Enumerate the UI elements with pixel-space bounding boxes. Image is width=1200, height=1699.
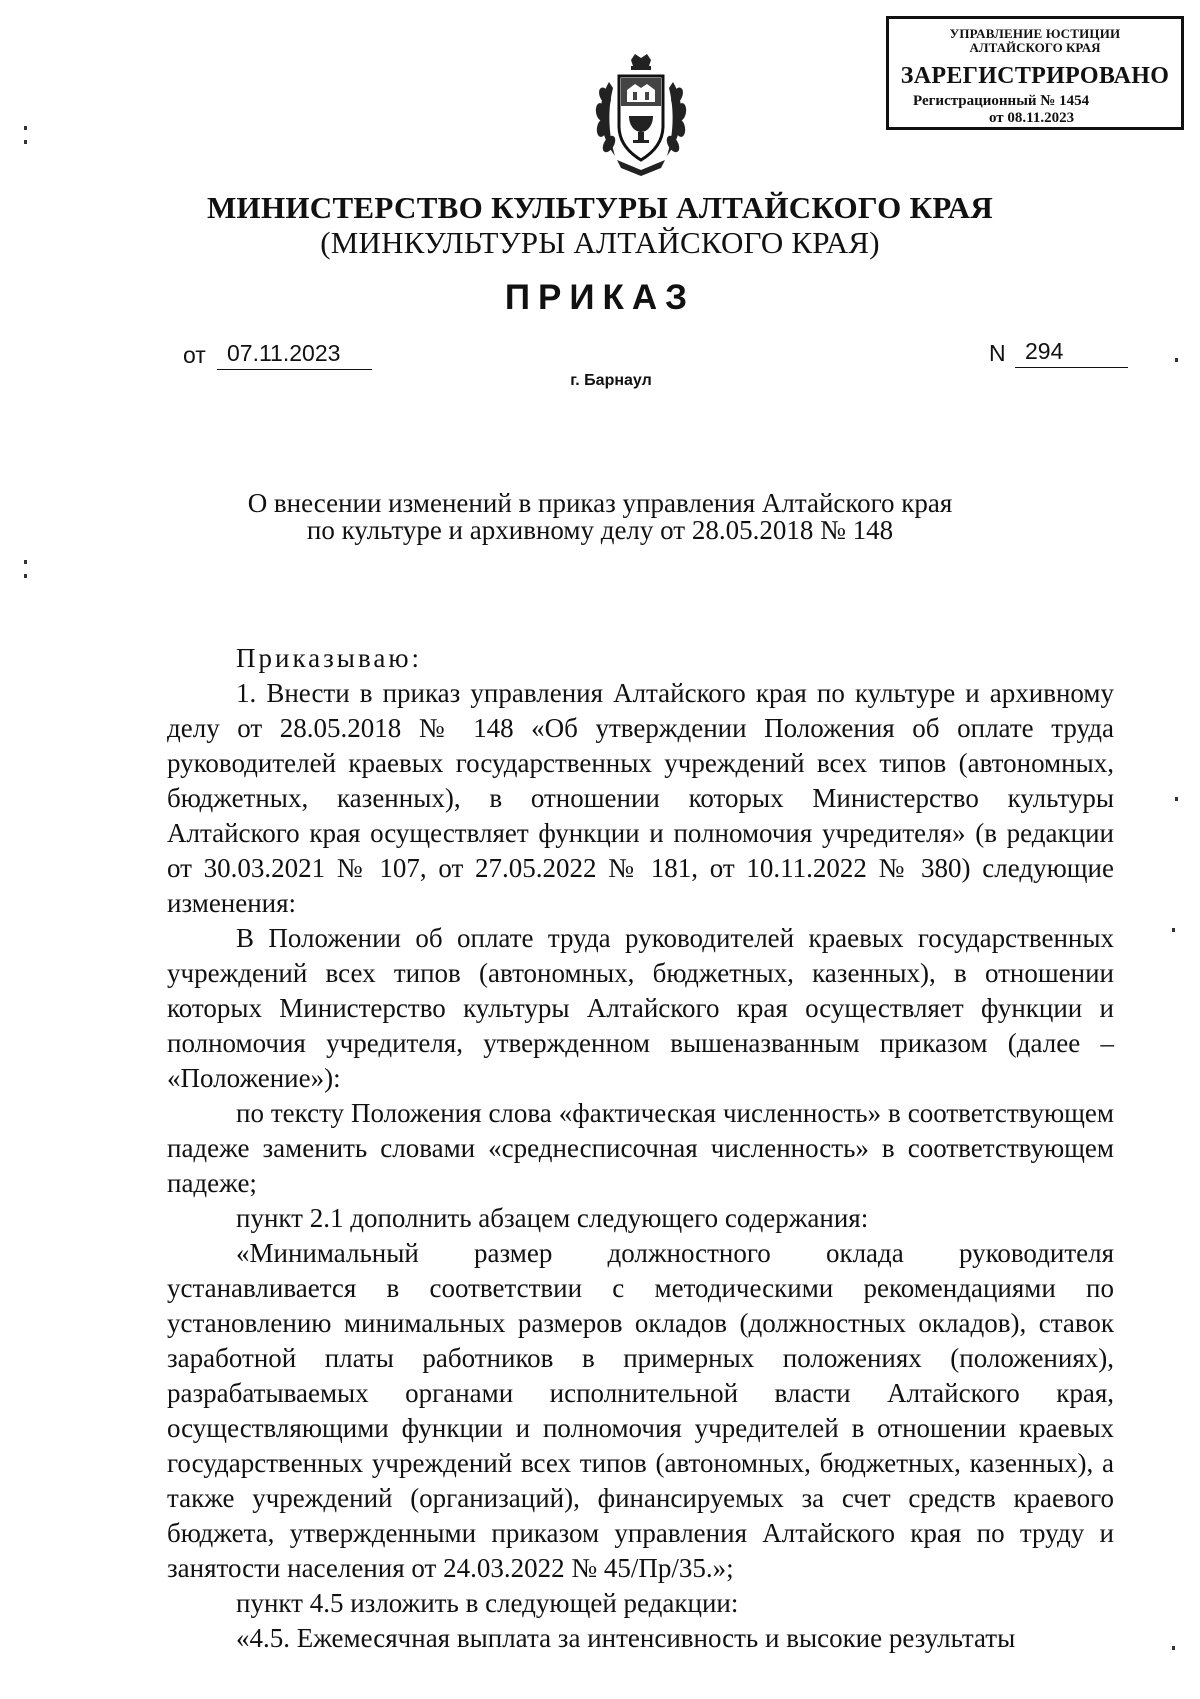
scan-mark: [1172, 1646, 1175, 1650]
scan-mark: [24, 560, 27, 564]
number-label: N: [989, 340, 1006, 366]
scan-mark: [24, 126, 27, 130]
ministry-name: МИНИСТЕРСТВО КУЛЬТУРЫ АЛТАЙСКОГО КРАЯ: [206, 190, 994, 225]
body-paragraph: 1. Внести в приказ управления Алтайского края по культуре и архивному делу от 28.05.2018 № 148 «Об утверждении Положения об оплате труда руководителей краевых государственных учреждений всех типов (автономных, бюджетных, казенных), в отношении которых Министерство культуры Алтайского края осуществляет функции и полномочия учредителя» (в редакции от 30.03.2021 № 107, от 27.05.2022 № 181, от 10.11.2022 № 380) следующие изменения:: [167, 678, 1114, 918]
scan-mark: [24, 574, 27, 578]
city-name: г. Барнаул: [570, 372, 652, 389]
coat-of-arms-icon: [587, 52, 695, 180]
body-paragraph: пункт 4.5 изложить в следующей редакции:: [236, 1588, 739, 1618]
document-type-title: ПРИКАЗ: [504, 278, 696, 317]
registration-stamp: [886, 16, 1184, 130]
subject-line-1: О внесении изменений в приказ управления Алтайского края: [247, 488, 953, 518]
stamp-registration-date: от 08.11.2023: [989, 110, 1075, 126]
order-subject: [0, 490, 1200, 544]
scan-mark: [1172, 928, 1175, 932]
order-directive: Приказываю:: [236, 643, 422, 673]
body-paragraph: В Положении об оплате труда руководителей краевых государственных учреждений всех типов (автономных, бюджетных, казенных), в отношении которых Министерство культуры Алтайского края осуществляет функции и полномочия учредителя, утвержденном вышеназванным приказом (далее – «Положение»):: [167, 923, 1114, 1093]
scan-mark: [1175, 358, 1178, 362]
stamp-registration-number: Регистрационный № 1454: [913, 93, 1090, 109]
subject-line-2: по культуре и архивному делу от 28.05.2018 № 148: [306, 515, 894, 545]
body-paragraph: пункт 2.1 дополнить абзацем следующего содержания:: [236, 1203, 869, 1233]
body-paragraph: «4.5. Ежемесячная выплата за интенсивность и высокие результаты: [236, 1623, 1016, 1653]
body-paragraph: «Минимальный размер должностного оклада руководителя устанавливается в соответствии с методическими рекомендациями по установлению минимальных размеров окладов (должностных окладов), ставок заработной платы работников в примерных положениях (положениях), разрабатываемых органами исполнительной власти Алтайского края, осуществляющими функции и полномочия учредителей в отношении краевых государственных учреждений всех типов (автономных, бюджетных, казенных), а также учреждений (организаций), финансируемых за счет средств краевого бюджета, утвержденными приказом управления Алтайского края по труду и занятости населения от 24.03.2022 № 45/Пр/35.»;: [167, 1238, 1114, 1583]
stamp-authority-line1: УПРАВЛЕНИЕ ЮСТИЦИИ: [949, 26, 1121, 41]
scan-mark: [24, 140, 27, 144]
ministry-short-name: (МИНКУЛЬТУРЫ АЛТАЙСКОГО КРАЯ): [320, 225, 880, 260]
stamp-authority-line2: АЛТАЙСКОГО КРАЯ: [969, 40, 1101, 55]
body-paragraph: по тексту Положения слова «фактическая численность» в соответствующем падеже заменить словами «среднесписочная численность» в соответствующем падеже;: [167, 1098, 1114, 1198]
order-body: [167, 641, 1114, 1656]
order-number: 294: [1015, 338, 1128, 368]
date-label: от: [183, 342, 206, 368]
stamp-registered-label: ЗАРЕГИСТРИРОВАНО: [900, 63, 1170, 89]
order-date: 07.11.2023: [217, 340, 372, 370]
scan-mark: [1175, 797, 1178, 801]
